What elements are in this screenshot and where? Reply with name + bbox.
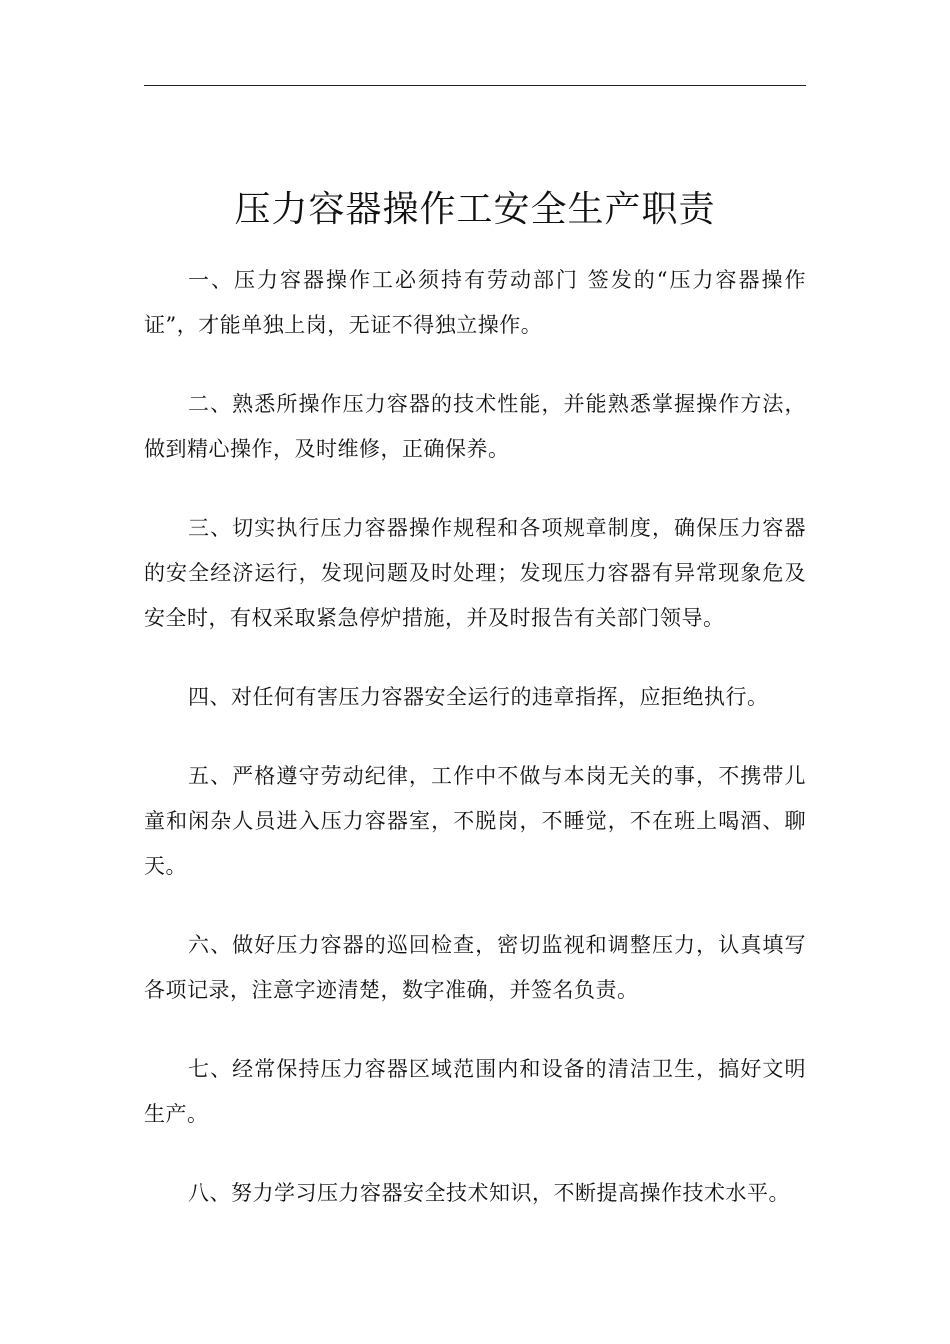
page-title: 压力容器操作工安全生产职责: [234, 189, 716, 230]
paragraph-8: 八、努力学习压力容器安全技术知识，不断提高操作技术水平。: [188, 1181, 790, 1205]
paragraph-3: 三、切实执行压力容器操作规程和各项规章制度，确保压力容器的安全经济运行，发现问题及时处理；发现压力容器有异常现象危及安全时，有权采取紧急停炉措施，并及时报告有关部门领导。: [144, 516, 806, 630]
paragraph-1: 一、压力容器操作工必须持有劳动部门 签发的“压力容器操作证”，才能单独上岗，无证不得独立操作。: [144, 268, 806, 337]
paragraph-6: 六、做好压力容器的巡回检查，密切监视和调整压力，认真填写各项记录，注意字迹清楚，数字准确，并签名负责。: [144, 933, 806, 1002]
paragraph-5: 五、严格遵守劳动纪律，工作中不做与本岗无关的事，不携带儿童和闲杂人员进入压力容器室，不脱岗，不睡觉，不在班上喝酒、聊天。: [144, 764, 806, 878]
paragraph-2: 二、熟悉所操作压力容器的技术性能，并能熟悉掌握操作方法，做到精心操作，及时维修，正确保养。: [144, 392, 806, 461]
header-rule: [144, 85, 806, 86]
paragraph-4: 四、对任何有害压力容器安全运行的违章指挥，应拒绝执行。: [188, 685, 769, 709]
paragraph-7: 七、经常保持压力容器区域范围内和设备的清洁卫生，搞好文明生产。: [144, 1057, 806, 1126]
document-body: [144, 258, 806, 1250]
